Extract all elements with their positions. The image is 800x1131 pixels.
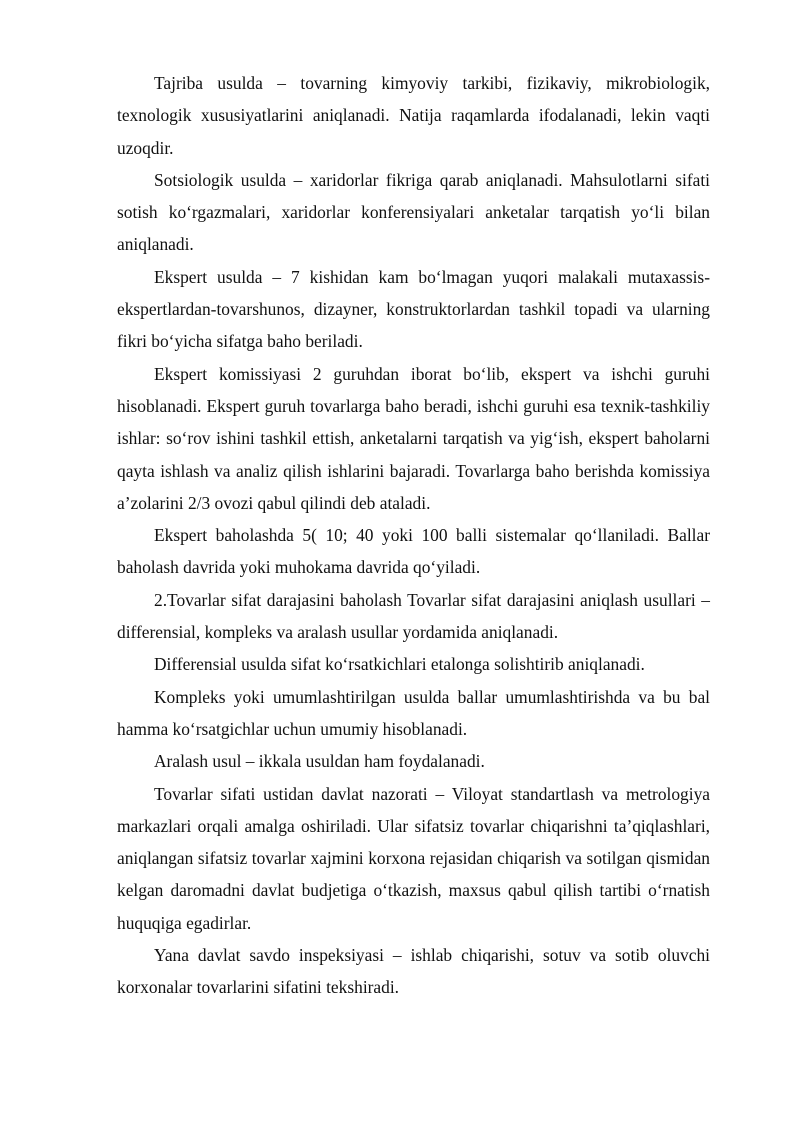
- paragraph-kompleks-usulda: Kompleks yoki umumlashtirilgan usulda ballar umumlashtirishda va bu bal hamma ko‘rsatgichlar uchun umumiy hisoblanadi.: [117, 686, 710, 739]
- paragraph-davlat-nazorati: Tovarlar sifati ustidan davlat nazorati – Viloyat standartlash va metrologiya markazlari orqali amalga oshiriladi. Ular sifatsiz tovarlar chiqarishni ta’qiqlashlari, aniqlangan sifatsiz tovarlar xajmini korxona rejasidan chiqarish va sotilgan qismidan kelgan daromadni davlat budjetiga o‘tkazish, maxsus qabul qilish tartibi o‘rnatish huquqiga egadirlar.: [117, 783, 710, 933]
- paragraph-ekspert-usulda: Ekspert usulda – 7 kishidan kam bo‘lmagan yuqori malakali mutaxassis-ekspertlardan-tovarshunos, dizayner, konstruktorlardan tashkil topadi va ularning fikri bo‘yicha sifatga baho beriladi.: [117, 266, 710, 352]
- paragraph-ekspert-baholashda: Ekspert baholashda 5( 10; 40 yoki 100 balli sistemalar qo‘llaniladi. Ballar baholash davrida yoki muhokama davrida qo‘yiladi.: [117, 525, 710, 578]
- document-body: [117, 67, 710, 1004]
- paragraph-sotsiologik-usulda: Sotsiologik usulda – xaridorlar fikriga qarab aniqlanadi. Mahsulotlarni sifati sotish ko‘rgazmalari, xaridorlar konferensiyalari anketalar tarqatish yo‘li bilan aniqlanadi.: [117, 169, 710, 255]
- paragraph-differensial-usulda: Differensial usulda sifat ko‘rsatkichlari etalonga solishtirib aniqlanadi.: [154, 654, 645, 675]
- paragraph-ekspert-komissiyasi: Ekspert komissiyasi 2 guruhdan iborat bo‘lib, ekspert va ishchi guruhi hisoblanadi. Ekspert guruh tovarlarga baho beradi, ishchi guruhi esa texnik-tashkiliy ishlar: so‘rov ishini tashkil ettish, anketalarni tarqatish va yig‘ish, ekspert baholarni qayta ishlash va analiz qilish ishlarini bajaradi. Tovarlarga baho berishda komissiya a’zolarini 2/3 ovozi qabul qilindi deb ataladi.: [117, 363, 710, 513]
- paragraph-sifat-darajasini-baholash: 2.Tovarlar sifat darajasini baholash Tovarlar sifat darajasini aniqlash usullari – differensial, kompleks va aralash usullar yordamida aniqlanadi.: [117, 589, 710, 643]
- paragraph-savdo-inspeksiyasi: Yana davlat savdo inspeksiyasi – ishlab chiqarishi, sotuv va sotib oluvchi korxonalar tovarlarini sifatini tekshiradi.: [117, 945, 710, 998]
- paragraph-tajriba-usulda: Tajriba usulda – tovarning kimyoviy tarkibi, fizikaviy, mikrobiologik, texnologik xususiyatlarini aniqlanadi. Natija raqamlarda ifodalanadi, lekin vaqti uzoqdir.: [117, 73, 710, 158]
- paragraph-aralash-usul: Aralash usul – ikkala usuldan ham foydalanadi.: [154, 751, 485, 772]
